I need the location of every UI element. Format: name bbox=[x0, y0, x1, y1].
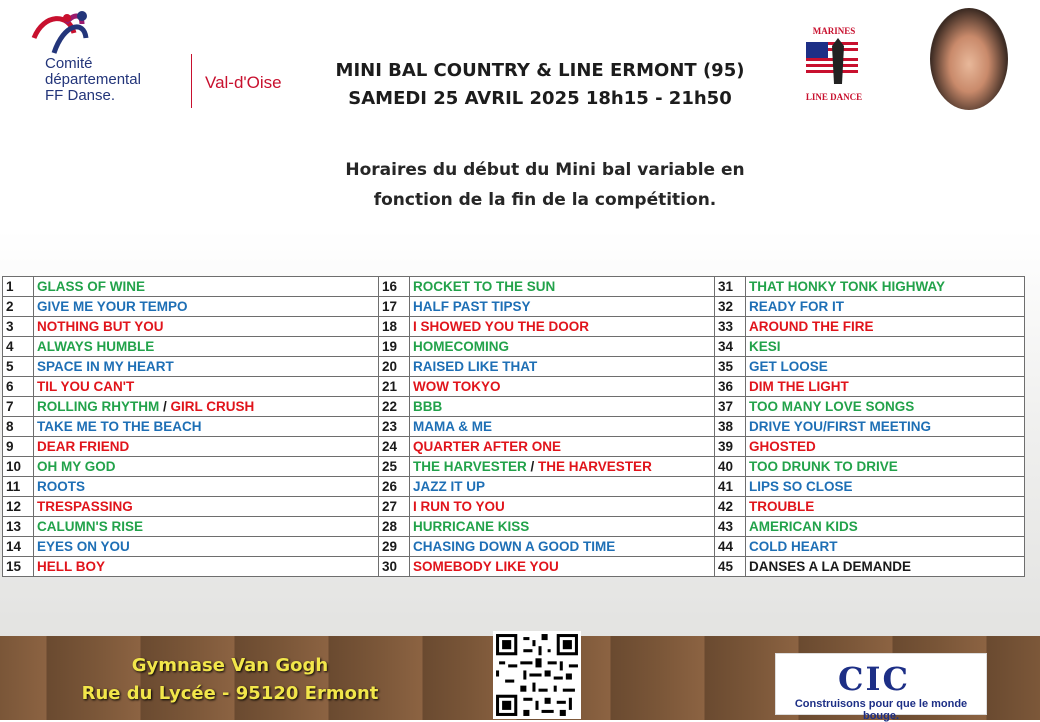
dance-title-part: HURRICANE KISS bbox=[413, 519, 530, 534]
dance-number: 16 bbox=[379, 277, 410, 297]
table-row bbox=[3, 337, 1025, 357]
federation-region: Val-d'Oise bbox=[205, 73, 282, 92]
event-date: SAMEDI 25 AVRIL 2025 18h15 - 21h50 bbox=[348, 88, 732, 109]
dance-title bbox=[746, 557, 1025, 577]
dance-number: 38 bbox=[715, 417, 746, 437]
dance-title-part: ROCKET TO THE SUN bbox=[413, 279, 556, 294]
dance-title bbox=[34, 537, 379, 557]
table-row bbox=[3, 377, 1025, 397]
dance-title bbox=[410, 377, 715, 397]
table-row bbox=[3, 417, 1025, 437]
dance-title-part: MAMA & ME bbox=[413, 419, 492, 434]
dance-number: 25 bbox=[379, 457, 410, 477]
dance-title-part: TIL YOU CAN'T bbox=[37, 379, 135, 394]
dance-title bbox=[746, 477, 1025, 497]
table-row bbox=[3, 297, 1025, 317]
dance-title-part: EYES ON YOU bbox=[37, 539, 130, 554]
dance-number: 27 bbox=[379, 497, 410, 517]
federation-name: Comité départemental FF Danse. bbox=[45, 55, 141, 104]
dance-title bbox=[34, 357, 379, 377]
dance-number: 40 bbox=[715, 457, 746, 477]
table-row bbox=[3, 397, 1025, 417]
dance-title bbox=[34, 337, 379, 357]
dance-title-part: QUARTER AFTER ONE bbox=[413, 439, 561, 454]
dance-title-part: DANSES A LA DEMANDE bbox=[749, 559, 912, 574]
dance-number: 18 bbox=[379, 317, 410, 337]
dance-title bbox=[746, 497, 1025, 517]
dance-title-part: TRESPASSING bbox=[37, 499, 133, 514]
cic-sponsor-logo bbox=[775, 653, 987, 722]
dance-number: 8 bbox=[3, 417, 34, 437]
dance-title-part: READY FOR IT bbox=[749, 299, 845, 314]
dance-title bbox=[34, 457, 379, 477]
dance-number: 7 bbox=[3, 397, 34, 417]
venue-address: Rue du Lycée - 95120 Ermont bbox=[81, 683, 379, 704]
table-row bbox=[3, 537, 1025, 557]
dance-number: 9 bbox=[3, 437, 34, 457]
table-row bbox=[3, 557, 1025, 577]
dance-number: 20 bbox=[379, 357, 410, 377]
dance-title bbox=[410, 477, 715, 497]
dance-number: 21 bbox=[379, 377, 410, 397]
dance-title bbox=[410, 517, 715, 537]
dance-number: 42 bbox=[715, 497, 746, 517]
venue-name: Gymnase Van Gogh bbox=[131, 655, 329, 676]
dance-title-part: BBB bbox=[413, 399, 443, 414]
dance-title bbox=[746, 337, 1025, 357]
dance-title-part: WOW TOKYO bbox=[413, 379, 501, 394]
dance-title-part: ROLLING RHYTHM bbox=[37, 399, 160, 414]
dance-list-body bbox=[3, 277, 1025, 577]
dance-number: 36 bbox=[715, 377, 746, 397]
dance-title-part: / bbox=[526, 459, 539, 474]
dance-title bbox=[746, 357, 1025, 377]
dance-title bbox=[410, 557, 715, 577]
dance-title bbox=[34, 517, 379, 537]
dance-title-part: GLASS OF WINE bbox=[37, 279, 145, 294]
dance-title-part: RAISED LIKE THAT bbox=[413, 359, 538, 374]
dance-title-part: THE HARVESTER bbox=[413, 459, 527, 474]
dance-title bbox=[410, 317, 715, 337]
dance-title bbox=[410, 457, 715, 477]
cic-name: CIC bbox=[838, 660, 910, 698]
dance-title-part: I RUN TO YOU bbox=[413, 499, 505, 514]
dance-title bbox=[746, 537, 1025, 557]
table-row bbox=[3, 437, 1025, 457]
dance-title bbox=[410, 437, 715, 457]
cic-tagline: Construisons pour que le monde bouge. bbox=[794, 698, 968, 722]
dance-number: 34 bbox=[715, 337, 746, 357]
dance-title bbox=[34, 477, 379, 497]
schedule-notice-line2: fonction de la fin de la compétition. bbox=[373, 190, 717, 210]
dance-number: 32 bbox=[715, 297, 746, 317]
table-row bbox=[3, 457, 1025, 477]
dance-title bbox=[410, 417, 715, 437]
dance-number: 33 bbox=[715, 317, 746, 337]
dance-title-part: JAZZ IT UP bbox=[413, 479, 486, 494]
dance-number: 28 bbox=[379, 517, 410, 537]
dj-photo bbox=[930, 8, 1008, 110]
dance-number: 37 bbox=[715, 397, 746, 417]
dance-number: 22 bbox=[379, 397, 410, 417]
dance-title-part: THAT HONKY TONK HIGHWAY bbox=[749, 279, 946, 294]
dance-number: 4 bbox=[3, 337, 34, 357]
marines-logo-bottom-text: LINE DANCE bbox=[805, 92, 863, 102]
dance-title bbox=[34, 397, 379, 417]
dance-title-part: I SHOWED YOU THE DOOR bbox=[413, 319, 590, 334]
dance-number: 1 bbox=[3, 277, 34, 297]
dance-title-part: OH MY GOD bbox=[37, 459, 116, 474]
marines-logo-top-text: MARINES bbox=[812, 26, 856, 36]
dance-title-part: GHOSTED bbox=[749, 439, 816, 454]
dance-title-part: TOO DRUNK TO DRIVE bbox=[749, 459, 898, 474]
dance-number: 31 bbox=[715, 277, 746, 297]
table-row bbox=[3, 357, 1025, 377]
dance-title-part: GIRL CRUSH bbox=[170, 399, 255, 414]
dance-title-part: ROOTS bbox=[37, 479, 86, 494]
dance-list-table bbox=[2, 276, 1025, 577]
dance-title bbox=[746, 457, 1025, 477]
dance-number: 3 bbox=[3, 317, 34, 337]
dance-title-part: SPACE IN MY HEART bbox=[37, 359, 174, 374]
dance-title bbox=[746, 277, 1025, 297]
dance-number: 41 bbox=[715, 477, 746, 497]
dance-number: 5 bbox=[3, 357, 34, 377]
dance-number: 11 bbox=[3, 477, 34, 497]
dance-title bbox=[410, 537, 715, 557]
dance-number: 14 bbox=[3, 537, 34, 557]
dance-title-part: HOMECOMING bbox=[413, 339, 509, 354]
dance-title bbox=[34, 557, 379, 577]
dance-title-part: TROUBLE bbox=[749, 499, 815, 514]
dance-title-part: DRIVE YOU/FIRST MEETING bbox=[749, 419, 932, 434]
dance-title bbox=[746, 517, 1025, 537]
dance-title bbox=[410, 497, 715, 517]
schedule-notice-line1: Horaires du début du Mini bal variable en bbox=[345, 160, 745, 180]
table-row bbox=[3, 517, 1025, 537]
dance-title bbox=[34, 417, 379, 437]
dance-title bbox=[410, 337, 715, 357]
dance-title-part: COLD HEART bbox=[749, 539, 838, 554]
dance-title-part: NOTHING BUT YOU bbox=[37, 319, 164, 334]
dance-number: 6 bbox=[3, 377, 34, 397]
dance-title-part: HALF PAST TIPSY bbox=[413, 299, 531, 314]
dance-number: 17 bbox=[379, 297, 410, 317]
dance-title bbox=[410, 277, 715, 297]
dance-number: 15 bbox=[3, 557, 34, 577]
dance-number: 10 bbox=[3, 457, 34, 477]
dance-number: 30 bbox=[379, 557, 410, 577]
dance-title bbox=[34, 377, 379, 397]
dance-number: 12 bbox=[3, 497, 34, 517]
dance-title bbox=[746, 417, 1025, 437]
dance-title bbox=[746, 317, 1025, 337]
dance-title-part: AROUND THE FIRE bbox=[749, 319, 874, 334]
dance-title-part: GIVE ME YOUR TEMPO bbox=[37, 299, 188, 314]
dance-title-part: THE HARVESTER bbox=[538, 459, 652, 474]
dance-title bbox=[410, 397, 715, 417]
dance-number: 19 bbox=[379, 337, 410, 357]
event-title: MINI BAL COUNTRY & LINE ERMONT (95) bbox=[335, 60, 745, 81]
dance-title-part: CHASING DOWN A GOOD TIME bbox=[413, 539, 616, 554]
dance-title bbox=[746, 297, 1025, 317]
dance-title-part: DEAR FRIEND bbox=[37, 439, 130, 454]
dance-number: 29 bbox=[379, 537, 410, 557]
dance-title-part: CALUMN'S RISE bbox=[37, 519, 143, 534]
dance-title-part: SOMEBODY LIKE YOU bbox=[413, 559, 559, 574]
dance-title-part: AMERICAN KIDS bbox=[749, 519, 858, 534]
dance-title bbox=[34, 497, 379, 517]
federation-divider bbox=[191, 54, 192, 108]
table-row bbox=[3, 317, 1025, 337]
dance-title bbox=[746, 397, 1025, 417]
dance-number: 13 bbox=[3, 517, 34, 537]
dance-number: 24 bbox=[379, 437, 410, 457]
dance-number: 44 bbox=[715, 537, 746, 557]
dance-number: 35 bbox=[715, 357, 746, 377]
dance-title bbox=[746, 377, 1025, 397]
dance-title-part: TAKE ME TO THE BEACH bbox=[37, 419, 202, 434]
dance-title-part: / bbox=[159, 399, 171, 414]
dance-title-part: HELL BOY bbox=[37, 559, 106, 574]
table-row bbox=[3, 477, 1025, 497]
table-row bbox=[3, 497, 1025, 517]
dance-number: 45 bbox=[715, 557, 746, 577]
dance-title bbox=[410, 357, 715, 377]
dance-title-part: KESI bbox=[749, 339, 781, 354]
dance-number: 23 bbox=[379, 417, 410, 437]
dance-title bbox=[34, 317, 379, 337]
dance-title bbox=[410, 297, 715, 317]
dance-title-part: ALWAYS HUMBLE bbox=[37, 339, 155, 354]
dance-title bbox=[34, 437, 379, 457]
dance-title-part: TOO MANY LOVE SONGS bbox=[749, 399, 915, 414]
dance-title-part: DIM THE LIGHT bbox=[749, 379, 849, 394]
qr-code bbox=[493, 631, 581, 719]
table-row bbox=[3, 277, 1025, 297]
dance-title-part: LIPS SO CLOSE bbox=[749, 479, 853, 494]
dance-title bbox=[34, 297, 379, 317]
dance-title-part: GET LOOSE bbox=[749, 359, 828, 374]
dance-number: 43 bbox=[715, 517, 746, 537]
dance-number: 39 bbox=[715, 437, 746, 457]
dance-number: 2 bbox=[3, 297, 34, 317]
dance-title bbox=[34, 277, 379, 297]
dance-title bbox=[746, 437, 1025, 457]
dance-number: 26 bbox=[379, 477, 410, 497]
marines-line-dance-logo bbox=[798, 20, 870, 108]
